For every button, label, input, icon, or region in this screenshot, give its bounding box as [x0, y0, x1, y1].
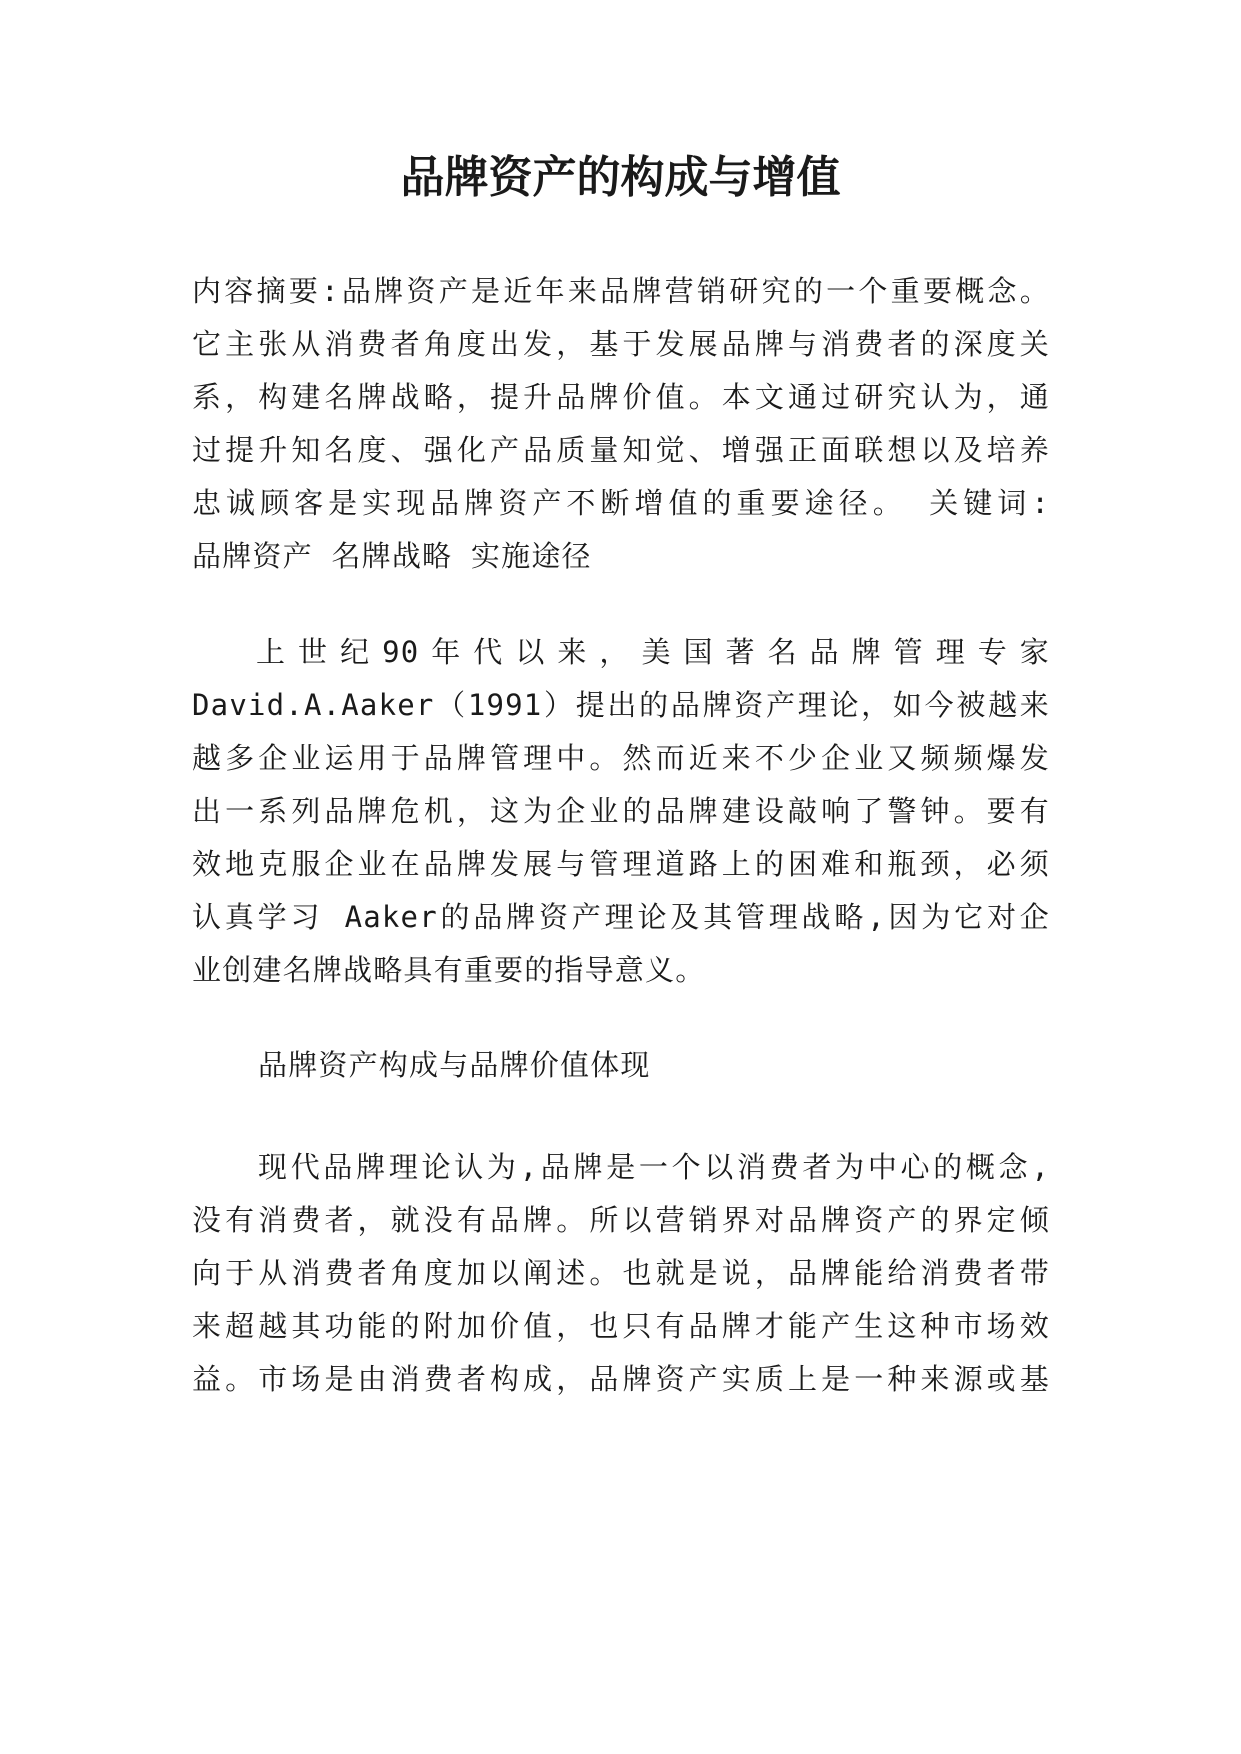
abstract-line: 它主张从消费者角度出发，基于发展品牌与消费者的深度关 — [192, 327, 1050, 361]
paragraph-line: 效地克服企业在品牌发展与管理道路上的困难和瓶颈，必须 — [192, 847, 1050, 881]
paragraph-line: 出一系列品牌危机，这为企业的品牌建设敲响了警钟。要有 — [192, 794, 1050, 828]
paragraph-line: 没有消费者，就没有品牌。所以营销界对品牌资产的界定倾 — [192, 1203, 1050, 1237]
paragraph-line: 益。市场是由消费者构成，品牌资产实质上是一种来源或基 — [192, 1362, 1050, 1396]
abstract-line: 过提升知名度、强化产品质量知觉、增强正面联想以及培养 — [192, 433, 1050, 467]
paragraph-line: David.A.Aaker（1991）提出的品牌资产理论，如今被越来 — [192, 688, 1050, 722]
paragraph-line: 上世纪90年代以来，美国著名品牌管理专家 — [256, 635, 1050, 669]
section-heading: 品牌资产构成与品牌价值体现 — [258, 1048, 651, 1082]
paragraph-line: 认真学习 Aaker的品牌资产理论及其管理战略,因为它对企 — [192, 900, 1050, 934]
paragraph-line: 现代品牌理论认为,品牌是一个以消费者为中心的概念, — [258, 1150, 1050, 1184]
paragraph-line: 业创建名牌战略具有重要的指导意义。 — [192, 953, 706, 987]
abstract-line: 系，构建名牌战略，提升品牌价值。本文通过研究认为，通 — [192, 380, 1050, 414]
paragraph-line: 向于从消费者角度加以阐述。也就是说，品牌能给消费者带 — [192, 1256, 1050, 1290]
document-title: 品牌资产的构成与增值 — [400, 152, 841, 203]
keywords-line: 品牌资产 名牌战略 实施途径 — [192, 539, 592, 573]
abstract-line: 内容摘要:品牌资产是近年来品牌营销研究的一个重要概念。 — [192, 274, 1050, 308]
paragraph-line: 来超越其功能的附加价值，也只有品牌才能产生这种市场效 — [192, 1309, 1050, 1343]
paragraph-line: 越多企业运用于品牌管理中。然而近来不少企业又频频爆发 — [192, 741, 1050, 775]
abstract-line: 忠诚顾客是实现品牌资产不断增值的重要途径。 关键词: — [192, 486, 1050, 520]
